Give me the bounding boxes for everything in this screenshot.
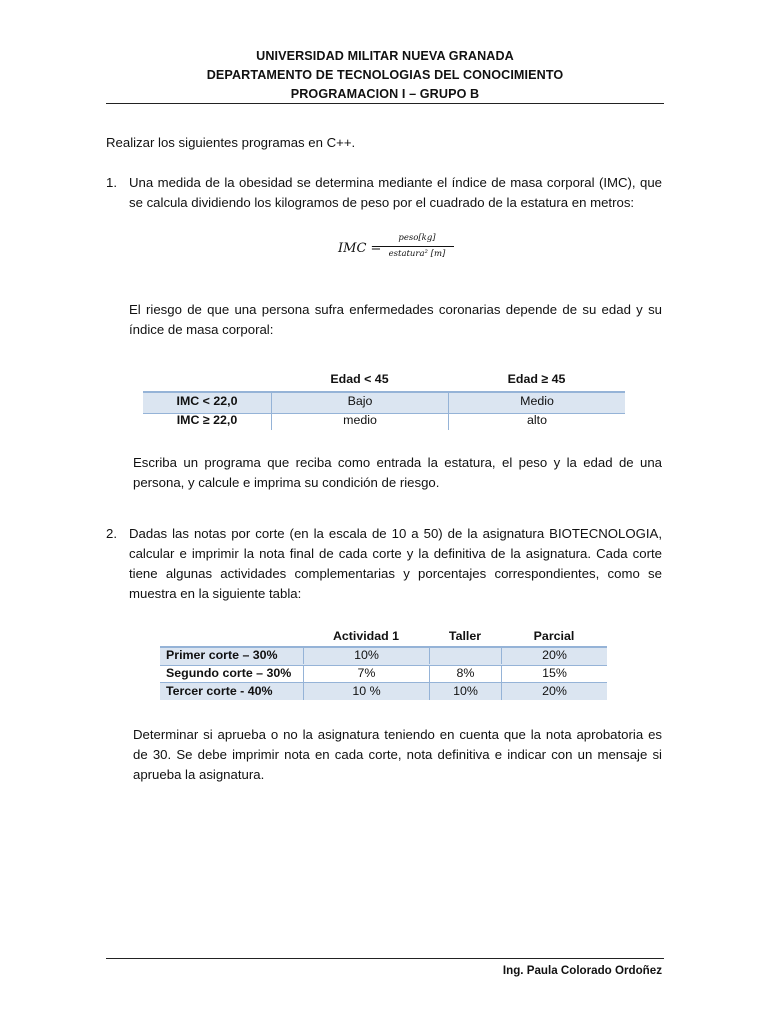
table-row	[160, 646, 607, 666]
formula-numerator: peso[kg]	[398, 233, 436, 243]
table-cell: 10 %	[303, 683, 429, 700]
table-cell: 10%	[303, 647, 429, 664]
table-cell: 20%	[501, 647, 607, 664]
item-1-task-paragraph: Escriba un programa que reciba como entrada la estatura, el peso y la edad de una persona, y calcule e imprima su condición de riesgo.	[133, 455, 662, 490]
intro-text: Realizar los siguientes programas en C++.	[106, 135, 356, 150]
course-name: PROGRAMACION I – GRUPO B	[290, 87, 480, 101]
footer-author: Ing. Paula Colorado Ordoñez	[502, 964, 662, 977]
grades-table-header-row	[160, 628, 607, 645]
table-cell	[429, 647, 501, 664]
department-name: DEPARTAMENTO DE TECNOLOGIAS DEL CONOCIMIENTO	[206, 68, 564, 82]
fraction-bar	[380, 246, 454, 247]
table-row-label: Primer corte – 30%	[166, 648, 278, 662]
table-row-label: Tercer corte - 40%	[166, 684, 273, 698]
table-row	[143, 411, 625, 430]
table-header-cell	[143, 370, 271, 389]
item-1-risk-paragraph: El riesgo de que una persona sufra enfermedades coronarias depende de su edad y su índice de masa corporal:	[129, 302, 662, 337]
table-cell: Bajo	[271, 392, 448, 411]
table-row-label: IMC ≥ 22,0	[176, 413, 238, 427]
table-cell: 20%	[501, 683, 607, 700]
table-header-cell: Actividad 1	[332, 629, 400, 643]
table-cell: 8%	[429, 665, 501, 682]
formula-fraction	[380, 232, 454, 261]
table-cell: Medio	[448, 392, 625, 411]
table-header-cell: Taller	[448, 629, 482, 643]
table-row	[160, 665, 607, 683]
item-2-number: 2.	[106, 526, 117, 541]
document-header	[106, 47, 664, 104]
table-cell: alto	[448, 411, 625, 430]
item-1-number: 1.	[106, 175, 117, 190]
item-2-text: Dadas las notas por corte (en la escala de 10 a 50) de la asignatura BIOTECNOLOGIA, calcular e imprimir la nota final de cada corte y la definitiva de la asignatura. Cada corte tiene algunas actividades complementarias y porcentajes correspondientes, como se muestra en la siguiente tabla:	[129, 526, 662, 601]
table-row	[160, 683, 607, 700]
formula-lhs: IMC =	[338, 241, 382, 256]
table-row-label: Segundo corte – 30%	[166, 666, 292, 680]
table-cell: 10%	[429, 683, 501, 700]
university-name: UNIVERSIDAD MILITAR NUEVA GRANADA	[256, 49, 514, 63]
item-2-task-paragraph: Determinar si aprueba o no la asignatura teniendo en cuenta que la nota aprobatoria es de 30. Se debe imprimir nota en cada corte, nota definitiva e indicar con un mensaje si aprueba la asignatura.	[133, 727, 662, 782]
table-cell: 15%	[501, 665, 607, 682]
table-header-cell: Parcial	[533, 629, 575, 643]
table-cell: 7%	[303, 665, 429, 682]
risk-table-header-row	[143, 370, 625, 389]
header-divider	[106, 103, 664, 104]
footer-divider	[106, 958, 664, 959]
formula-denominator: estatura² [m]	[388, 249, 446, 259]
table-header-cell: Edad ≥ 45	[507, 372, 566, 386]
table-row-label: IMC < 22,0	[176, 394, 238, 408]
table-cell: medio	[271, 411, 448, 430]
table-header-cell: Edad < 45	[330, 372, 389, 386]
item-1-text: Una medida de la obesidad se determina mediante el índice de masa corporal (IMC), que se calcula dividiendo los kilogramos de peso por el cuadrado de la estatura en metros:	[129, 175, 662, 210]
table-header-cell	[160, 628, 303, 645]
